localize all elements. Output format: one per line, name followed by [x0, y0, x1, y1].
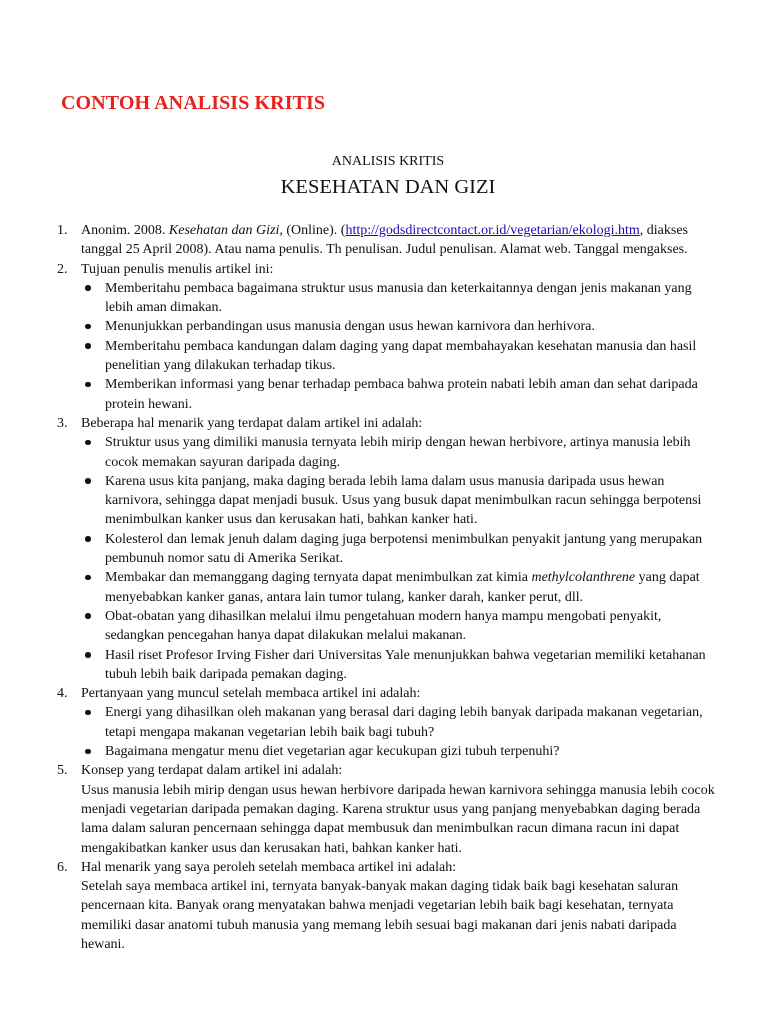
list-item-concept — [57, 761, 719, 857]
bullet-icon — [85, 440, 91, 446]
bullet-item — [81, 607, 719, 646]
item-number: 6. — [57, 859, 68, 875]
bullet-icon — [85, 613, 91, 619]
analysis-subheading: ANALISIS KRITIS — [331, 154, 445, 169]
bullet-text: Struktur usus yang dimiliki manusia ternyata lebih mirip dengan hewan herbivore, artinya manusia lebih cocok memakan sayuran daripada daging. — [105, 435, 691, 470]
item-number: 3. — [57, 415, 68, 431]
bullet-list — [81, 703, 719, 761]
item-number: 1. — [57, 223, 68, 238]
item-heading: Hal menarik yang saya peroleh setelah membaca artikel ini adalah: — [81, 859, 457, 875]
bullet-text: Menunjukkan perbandingan usus manusia dengan usus hewan karnivora dan herhivora. — [105, 319, 595, 335]
bullet-text: Obat-obatan yang dihasilkan melalui ilmu pengetahuan modern hanya mampu mengobati penyakit, sedangkan pencegahan hanya dapat dilakukan melalui makanan. — [105, 608, 662, 644]
numbered-list — [57, 221, 719, 954]
item-paragraph: Setelah saya membaca artikel ini, ternyata banyak-banyak makan daging tidak baik bagi kesehatan saluran pencernaan kita. Banyak orang menyatakan bahwa menjadi vegetarian lebih baik bagi kesehatan, ternyata memiliki dasar anatomi tubuh manusia yang memang lebih sesuai bagi makanan dari jenis nabati daripada hewani. — [81, 879, 679, 952]
item-paragraph: Usus manusia lebih mirip dengan usus hewan herbivore daripada hewan karnivora sehingga manusia lebih cocok menjadi vegetarian daripada pemakan daging. Karena struktur usus yang panjang menyebabkan daging berada lama dalam saluran pencernaan sehingga dapat membusuk dan menimbulkan racun dimana racun ini dapat mengakibatkan kanker usus dan kerusakan hati, bahkan kanker hati. — [81, 782, 715, 856]
bullet-icon — [85, 710, 91, 716]
bullet-text: Memberikan informasi yang benar terhadap pembaca bahwa protein nabati lebih aman dan sehat daripada protein hewani. — [105, 377, 698, 412]
bullet-item — [81, 742, 719, 761]
item-heading: Pertanyaan yang muncul setelah membaca artikel ini adalah: — [81, 686, 421, 702]
reference-link[interactable]: http://godsdirectcontact.or.id/vegetarian/ekologi.htm — [345, 223, 640, 238]
item-number: 4. — [57, 686, 68, 702]
bullet-item — [81, 530, 719, 569]
reference-text-1: Anonim. 2008. — [81, 223, 169, 238]
bullet-text: Karena usus kita panjang, maka daging berada lebih lama dalam usus manusia daripada usus hewan karnivora, sehingga dapat menjadi busuk. Usus yang busuk dapat menimbulkan racun sehingga berpotensi menimbulkan kanker usus dan kerusakan hati, bahkan kanker hati. — [105, 473, 702, 528]
page-title: CONTOH ANALISIS KRITIS — [61, 92, 326, 114]
chemical-name: methylcolanthrene — [531, 570, 636, 586]
list-item-interesting-points — [57, 414, 719, 684]
bullet-icon — [85, 575, 91, 581]
bullet-icon — [85, 285, 91, 291]
reference-title: Kesehatan dan Gizi, — [168, 223, 283, 238]
bullet-icon — [85, 382, 91, 388]
bullet-item — [81, 472, 719, 530]
reference-text-3: , diakses tanggal 25 April 2008). Atau nama penulis. Th penulisan. Judul penulisan. Alamat web. Tanggal mengakses. — [81, 223, 688, 258]
list-item-questions — [57, 684, 719, 761]
bullet-text: Bagaimana mengatur menu diet vegetarian agar kecukupan gizi tubuh terpenuhi? — [105, 744, 560, 760]
bullet-text: Kolesterol dan lemak jenuh dalam daging juga berpotensi menimbulkan penyakit jantung yang merupakan pembunuh nomor satu di Amerika Serikat. — [105, 531, 703, 567]
item-number: 2. — [57, 261, 68, 277]
bullet-text: Energi yang dihasilkan oleh makanan yang berasal dari daging lebih banyak daripada makanan vegetarian, tetapi mengapa makanan vegetarian lebih baik bagi tubuh? — [105, 705, 703, 740]
bullet-icon — [85, 324, 91, 330]
item-heading: Tujuan penulis menulis artikel ini: — [81, 261, 274, 277]
item-number: 5. — [57, 763, 68, 779]
bullet-item — [81, 317, 719, 336]
document-body — [57, 221, 719, 954]
bullet-item — [81, 646, 719, 685]
bullet-icon — [85, 343, 91, 349]
bullet-item — [81, 279, 719, 318]
bullet-item — [81, 433, 719, 472]
list-item-reference — [57, 221, 719, 260]
bullet-icon — [85, 749, 91, 755]
reference-text-2: (Online). ( — [282, 223, 346, 238]
document-title: KESEHATAN DAN GIZI — [280, 176, 496, 198]
list-item-takeaway — [57, 858, 719, 954]
bullet-item — [81, 337, 719, 376]
bullet-item — [81, 568, 719, 607]
bullet-text: Memberitahu pembaca bagaimana struktur usus manusia dan keterkaitannya dengan jenis makanan yang lebih aman dimakan. — [105, 280, 692, 316]
bullet-icon — [85, 652, 91, 658]
list-item-purpose — [57, 260, 719, 414]
bullet-list — [81, 279, 719, 414]
bullet-text: yang dapat menyebabkan kanker ganas, antara lain tumor tulang, kanker darah, kanker perut, dll. — [105, 570, 700, 605]
bullet-icon — [85, 536, 91, 542]
bullet-text: Memberitahu pembaca kandungan dalam daging yang dapat membahayakan kesehatan manusia dan hasil penelitian yang dilakukan terhadap tikus. — [105, 338, 697, 374]
bullet-list — [81, 433, 719, 684]
bullet-text: Membakar dan memanggang daging ternyata dapat menimbulkan zat kimia — [105, 570, 532, 586]
bullet-item — [81, 703, 719, 742]
bullet-text: Hasil riset Profesor Irving Fisher dari Universitas Yale menunjukkan bahwa vegetarian memiliki ketahanan tubuh lebih baik daripada pemakan daging. — [105, 647, 706, 682]
bullet-item — [81, 375, 719, 414]
item-heading: Beberapa hal menarik yang terdapat dalam artikel ini adalah: — [81, 415, 423, 431]
item-heading: Konsep yang terdapat dalam artikel ini adalah: — [81, 763, 343, 779]
bullet-icon — [85, 478, 91, 484]
